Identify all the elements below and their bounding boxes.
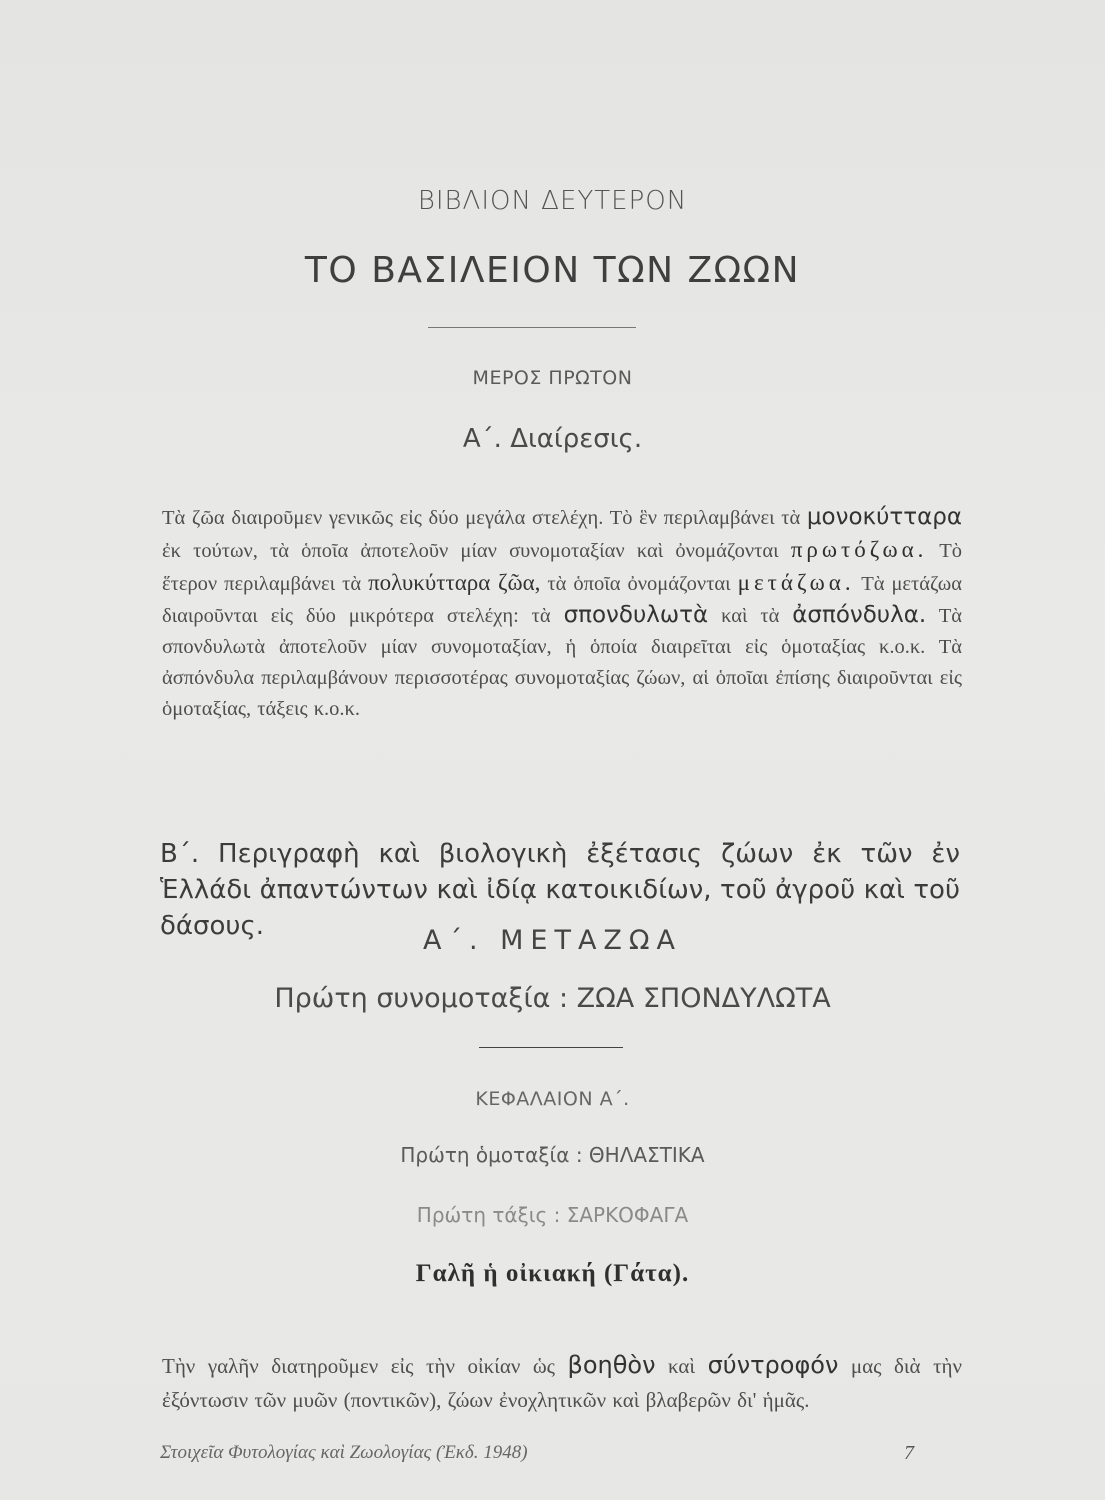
paragraph-text: ἐκ τούτων, τὰ ὁποῖα ἀποτελοῦν μίαν συνομοταξίαν καὶ ὀνομάζονται: [162, 539, 791, 562]
term-asponydla: ἀσπόνδυλα.: [792, 601, 927, 628]
paragraph-text: τὰ ὁποῖα ὀνομάζονται: [540, 572, 738, 595]
page-number: 7: [904, 1442, 914, 1464]
class-line: Πρώτη ὁμοταξία : ΘΗΛΑΣΤΙΚΑ: [400, 1143, 705, 1167]
term-spondylota: σπονδυλωτὰ: [563, 601, 709, 628]
chapter-label: ΚΕΦΑΛΑΙΟΝ Α΄.: [475, 1088, 630, 1110]
paragraph-text: μας διὰ τὴν ἐξόντωσιν τῶν μυῶν (ποντικῶν), ζώων ἐνοχλητικῶν καὶ βλαβερῶν δι' ἡμᾶς.: [162, 1354, 962, 1412]
paragraph-text: Τὰ μετάζωα διαιροῦνται εἰς δύο μικρότερα στελέχη: τὰ: [162, 572, 963, 627]
term-voithon: βοηθὸν: [567, 1351, 656, 1379]
species-paragraph: [162, 1348, 962, 1417]
section-a-heading: Α΄. Διαίρεσις.: [462, 424, 643, 454]
term-monokyttara: μονοκύτταρα: [806, 503, 962, 530]
main-title: ΤΟ ΒΑΣΙΛΕΙΟΝ ΤΩΝ ΖΩΩΝ: [304, 250, 801, 291]
species-title: Γαλῆ ἡ οἰκιακή (Γάτα).: [415, 1260, 690, 1287]
term-polykyttara: πολυκύτταρα ζῶα,: [368, 569, 541, 595]
phylum-line: Πρώτη συνομοταξία : ΖΩΑ ΣΠΟΝΔΥΛΩΤΑ: [274, 983, 831, 1014]
paragraph-text: καὶ: [655, 1354, 708, 1378]
section-b-heading: Β΄. Περιγραφὴ καὶ βιολογικὴ ἐξέτασις ζώων ἐκ τῶν ἐν Ἑλλάδι ἀπαντώντων καὶ ἰδίᾳ κατοικιδίων, τοῦ ἀγροῦ καὶ τοῦ δάσους.: [160, 839, 960, 941]
term-metazoa: μετάζωα.: [737, 569, 855, 595]
book-label: ΒΙΒΛΙΟΝ ΔΕΥΤΕΡΟΝ: [417, 186, 688, 216]
paragraph-text: καὶ τὰ: [708, 604, 793, 627]
footer-source: Στοιχεῖα Φυτολογίας καὶ Ζωολογίας (Ἐκδ. 1948): [160, 1442, 528, 1463]
division-paragraph: [162, 502, 962, 725]
term-syntrofon: σύντροφόν: [707, 1351, 839, 1379]
part-label: ΜΕΡΟΣ ΠΡΩΤΟΝ: [472, 367, 633, 389]
title-divider: [428, 327, 636, 328]
chapter-divider: [479, 1047, 623, 1048]
paragraph-text: Τὸ ἕτερον περιλαμβάνει τὰ: [162, 539, 962, 595]
order-line: Πρώτη τάξις : ΣΑΡΚΟΦΑΓΑ: [416, 1203, 689, 1227]
term-protozoa: πρωτόζωα.: [790, 536, 928, 562]
metazoa-heading: Α΄. ΜΕΤΑΖΩΑ: [422, 925, 683, 956]
paragraph-text: Τὴν γαλῆν διατηροῦμεν εἰς τὴν οἰκίαν ὡς: [162, 1354, 568, 1378]
paragraph-text: Τὰ ζῶα διαιροῦμεν γενικῶς εἰς δύο μεγάλα στελέχη. Τὸ ἓν περιλαμβάνει τὰ: [162, 506, 807, 529]
paragraph-text: Τὰ σπονδυλωτὰ ἀποτελοῦν μίαν συνομοταξίαν, ἡ ὁποία διαιρεῖται εἰς ὁμοταξίας κ.ο.κ. Τὰ ἀσπόνδυλα περιλαμβάνουν περισσοτέρας συνομοταξίας ζώων, αἱ ὁποῖαι ἐπίσης διαιροῦνται εἰς ὁμοταξίας, τάξεις κ.ο.κ.: [162, 604, 962, 720]
